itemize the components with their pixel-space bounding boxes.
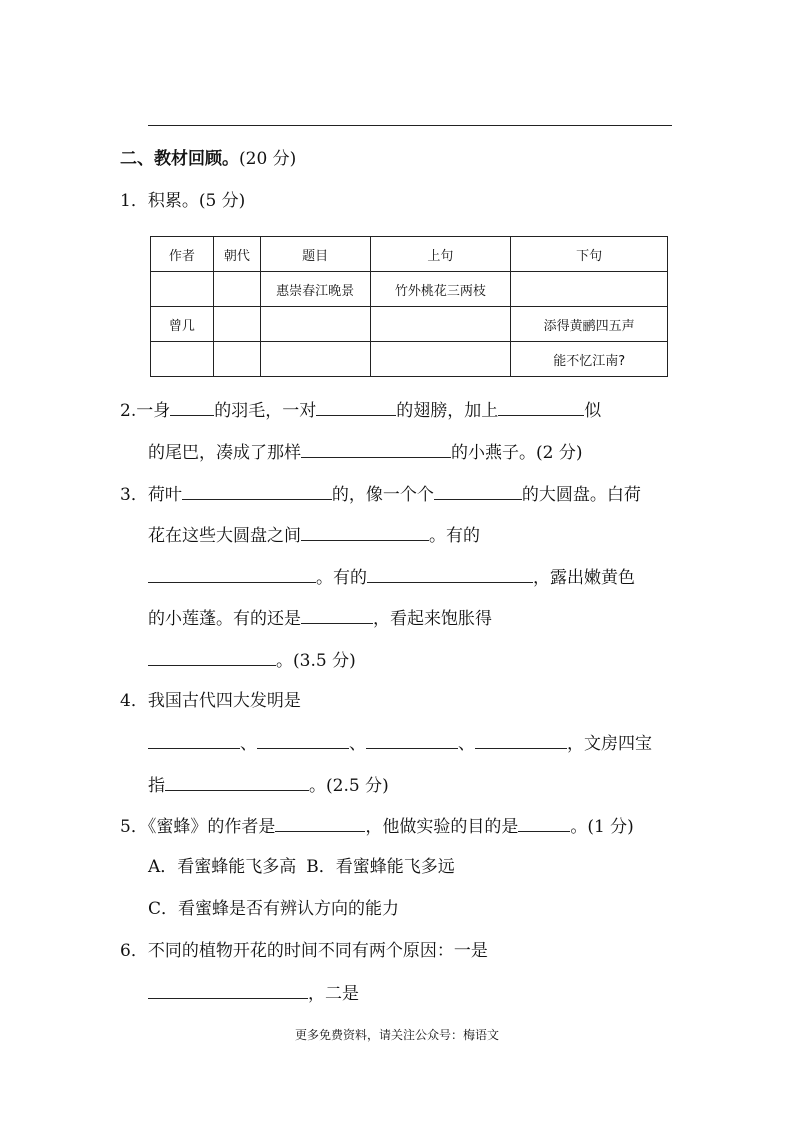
answer-blank[interactable]: [148, 730, 240, 749]
q5-text: 5．《蜜蜂》的作者是: [120, 817, 276, 837]
option-a[interactable]: A．看蜜蜂能飞多高: [148, 857, 297, 877]
top-answer-line: [148, 125, 672, 126]
answer-blank[interactable]: [275, 813, 365, 832]
q3-line4: [148, 605, 492, 631]
q3-text: 。(3.5 分): [276, 651, 356, 671]
answer-blank[interactable]: [170, 397, 214, 416]
option-b[interactable]: B．看蜜蜂能飞多远: [306, 857, 455, 877]
answer-blank[interactable]: [148, 564, 316, 583]
footer-note: 更多免费资料，请关注公众号：梅语文: [294, 1028, 499, 1042]
header-first-line: 上句: [370, 237, 511, 272]
table-cell-answer[interactable]: [370, 342, 511, 377]
q2-text: 2.一身: [120, 401, 171, 421]
answer-blank[interactable]: [475, 730, 567, 749]
answer-blank[interactable]: [301, 522, 429, 541]
answer-blank[interactable]: [367, 564, 533, 583]
header-second-line: 下句: [511, 237, 668, 272]
q4-line3: [148, 772, 389, 798]
q2-text: 的尾巴，凑成了那样: [148, 443, 301, 463]
table-cell: 惠崇春江晚景: [260, 272, 370, 307]
q4-separator: 、: [458, 734, 475, 754]
option-c[interactable]: C．看蜜蜂是否有辨认方向的能力: [148, 899, 400, 919]
header-author: 作者: [151, 237, 214, 272]
table-row: [151, 272, 668, 307]
section-score: (20 分): [239, 149, 297, 169]
table-cell-answer[interactable]: [260, 342, 370, 377]
q6-line1: 6．不同的植物开花的时间不同有两个原因：一是: [120, 941, 488, 961]
q4-separator: 、: [349, 734, 366, 754]
answer-blank[interactable]: [434, 481, 522, 500]
q5-options-row1: [148, 855, 455, 879]
answer-blank[interactable]: [366, 730, 458, 749]
table-cell-answer[interactable]: [151, 342, 214, 377]
answer-blank[interactable]: [148, 647, 276, 666]
q3-line1: [120, 481, 641, 507]
q6-line2: [148, 980, 359, 1006]
answer-blank[interactable]: [498, 397, 584, 416]
q4-text: ，文房四宝: [567, 734, 652, 754]
answer-blank[interactable]: [257, 730, 349, 749]
q2-text: 似: [584, 401, 602, 421]
q2-text: 的小燕子。(2 分): [451, 443, 583, 463]
table-cell-answer[interactable]: [213, 272, 260, 307]
q2-line2: [148, 439, 582, 465]
table-row: [151, 307, 668, 342]
section-heading: [120, 147, 296, 171]
q4-text: 指: [148, 776, 165, 796]
q3-text: 3．荷叶: [120, 485, 182, 505]
table-cell-answer[interactable]: [213, 307, 260, 342]
header-dynasty: 朝代: [213, 237, 260, 272]
header-title: 题目: [260, 237, 370, 272]
q5-text: 。(1 分): [570, 817, 634, 837]
answer-blank[interactable]: [165, 772, 309, 791]
q5-line1: [120, 813, 634, 839]
table-header-row: [151, 237, 668, 272]
table-cell: 竹外桃花三两枝: [370, 272, 511, 307]
answer-blank[interactable]: [301, 439, 451, 458]
q4-line2: [148, 730, 652, 756]
q3-text: 花在这些大圆盘之间: [148, 526, 301, 546]
table-cell-answer[interactable]: [511, 272, 668, 307]
q4-separator: 、: [240, 734, 257, 754]
q3-text: 的大圆盘。白荷: [521, 485, 641, 505]
q3-text: ，露出嫩黄色: [533, 568, 635, 588]
q3-text: 。有的: [316, 568, 367, 588]
table-row: [151, 342, 668, 377]
section-title: 二、教材回顾。: [120, 149, 239, 169]
answer-blank[interactable]: [316, 397, 396, 416]
table-cell-answer[interactable]: [260, 307, 370, 342]
table-cell-answer[interactable]: [151, 272, 214, 307]
table-cell: 能不忆江南?: [511, 342, 668, 377]
q1-label: 1．积累。(5 分): [120, 191, 246, 211]
q3-text: ，看起来饱胀得: [373, 609, 492, 629]
accumulation-table: [150, 236, 668, 377]
q6-text: ，二是: [308, 984, 359, 1004]
answer-blank[interactable]: [182, 481, 332, 500]
q3-line5: [148, 647, 356, 673]
q2-text: 的翅膀，加上: [396, 401, 499, 421]
table-cell-answer[interactable]: [213, 342, 260, 377]
table-cell-answer[interactable]: [370, 307, 511, 342]
q2-text: 的羽毛，一对: [214, 401, 317, 421]
q3-line3: [148, 564, 635, 590]
answer-blank[interactable]: [518, 813, 570, 832]
q3-text: 。有的: [429, 526, 480, 546]
table-cell: 曾几: [151, 307, 214, 342]
q4-line1: 4．我国古代四大发明是: [120, 691, 301, 711]
q5-text: ，他做实验的目的是: [365, 817, 519, 837]
q4-text: 。(2.5 分): [309, 776, 389, 796]
q3-line2: [148, 522, 480, 548]
q3-text: 的，像一个个: [331, 485, 434, 505]
answer-blank[interactable]: [148, 980, 308, 999]
q2-line1: [120, 397, 601, 423]
table-cell: 添得黄鹂四五声: [511, 307, 668, 342]
answer-blank[interactable]: [301, 605, 373, 624]
q3-text: 的小莲蓬。有的还是: [148, 609, 301, 629]
